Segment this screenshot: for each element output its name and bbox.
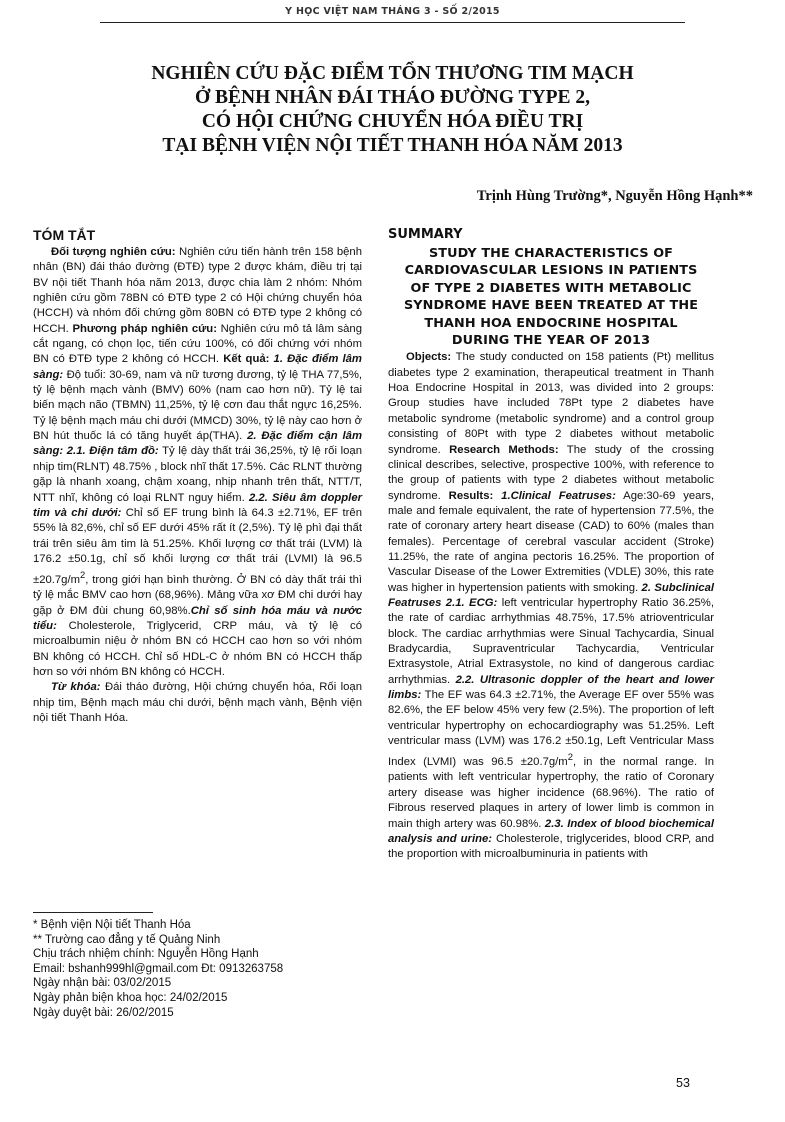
text-keywords: Đái tháo đường, Hội chứng chuyển hóa, Rối loạn nhịp tim, Bệnh mạch máu chi dưới, bệnh mạch vành, Bệnh viện nội tiết Thanh Hóa.	[33, 681, 362, 725]
footnote-line: Ngày duyệt bài: 26/02/2015	[33, 1006, 174, 1019]
text-subjects: Nghiên cứu tiến hành trên 158 bệnh nhân (BN) đái tháo đường (ĐTĐ) type 2 được khám, điều trị tại BV nội tiết Thanh hóa năm 2013, được chia làm 2 nhóm: Nhóm nghiên cứu gồm 78BN có ĐTĐ type 2 có Hội chứng chuyển hóa (HCCH) và nhóm đối chứng gồm 80BN có ĐTĐ type 2 không có HCCH.	[33, 246, 362, 335]
label-doppler-en: 2.2. Ultrasonic doppler of the heart and lower limbs:	[388, 673, 714, 701]
label-biochem-en: 2.3. Index of blood biochemical analysis and urine:	[388, 817, 714, 845]
footnote-divider	[33, 912, 153, 913]
title-line: Ở BỆNH NHÂN ĐÁI THÁO ĐƯỜNG TYPE 2,	[194, 87, 591, 108]
label-biochem: Chỉ số sinh hóa máu và nước tiểu:	[33, 604, 362, 633]
text-doppler-b: , trong giới hạn bình thường. Ở BN có dày thất trái thì tỷ lệ mắc BMV cao hơn (68,96%). Mảng vữa xơ ĐM chi dưới hay gặp ở ĐM đùi chung 60,98%.	[33, 573, 362, 617]
text-doppler-en-a: The EF was 64.3 ±2.71%, the Average EF over 55% was 82.6%, the EF below 45% very few (2.5%). The proportion of left ventricular hypertrophy on echocardiography was 51.25%. Left ventricular mass (LVM) was 176.2 ±50.1g, Left Ventricular Mass Index (LVMI) was 96.5 ±20.7g/m	[388, 689, 714, 769]
footnotes	[33, 918, 363, 1020]
text-research-methods: The study of the crossing clinical describes, selective, prospective 100%, with reference to the group of patients with type 2 diabetes without metabolic syndrome.	[388, 443, 714, 502]
english-title-line: DURING THE YEAR OF 2013	[451, 333, 651, 349]
abstract-vi-heading: TÓM TẮT	[33, 227, 96, 243]
label-results: Kết quả:	[223, 353, 270, 366]
article-title	[70, 62, 715, 158]
summary-heading: SUMMARY	[388, 227, 463, 242]
abstract-vi-paragraph	[33, 245, 362, 680]
text-clinical: Độ tuổi: 30-69, nam và nữ tương đương, tỷ lệ THA 77,5%, tỷ lệ bệnh mạch vành (BMV) 60% (nam cao hơn nữ). Tỷ lệ tai biến mạch não (TBMN) 11,25%, tỷ lệ cơn đau thắt ngực 16,25%. Tỷ lệ bệnh mạch máu chi dưới (MMCD) 30%, tỷ lệ này cao hơn ở BN hút thuốc lá có tăng huyết áp(THA).	[33, 368, 362, 443]
header-divider	[100, 22, 685, 23]
label-keywords: Từ khóa:	[51, 681, 101, 694]
title-line: TẠI BỆNH VIỆN NỘI TIẾT THANH HÓA NĂM 2013	[162, 135, 623, 156]
abstract-en-paragraph	[388, 350, 714, 862]
label-clinical: 1. Đặc điểm lâm sàng:	[33, 353, 362, 381]
label-objects: Objects:	[406, 351, 452, 364]
keywords-paragraph	[33, 680, 362, 726]
label-subjects: Đối tượng nghiên cứu:	[51, 246, 176, 258]
text-doppler-a: Chỉ số EF trung bình là 64.3 ±2.71%, EF trên 55% là 82,6%, chỉ số EF dưới 45% rất ít (2,5%). Tỷ lệ phì đại thất trái trên siêu âm tim là 51.25%. Khối lượng cơ thất trái (LVM) là 176.2 ±50.1g, chỉ số khối lượng cơ thất trái (LVMI) là 96.5 ±20.7g/m	[33, 506, 363, 586]
footnote-line: Ngày phản biện khoa học: 24/02/2015	[33, 991, 228, 1004]
text-biochem: Cholesterole, Triglycerid, CRP máu, và tỷ lệ có microalbumin niệu ở nhóm BN có HCCH cao hơn so với nhóm BN không có HCCH. Chỉ số HDL-C ở nhóm BN có HCCH thấp hơn so với nhóm BN không có HCCH.	[33, 620, 362, 679]
label-ecg-en: 2. Subclinical Featruses 2.1. ECG:	[388, 581, 714, 609]
abstract-en-column	[388, 226, 714, 863]
title-line: NGHIÊN CỨU ĐẶC ĐIỂM TỔN THƯƠNG TIM MẠCH	[151, 63, 634, 84]
superscript: 2	[80, 569, 86, 581]
title-line: CÓ HỘI CHỨNG CHUYỂN HÓA ĐIỀU TRỊ	[201, 111, 584, 132]
label-ecg: 2. Đặc điểm cận lâm sàng: 2.1. Điện tâm đồ:	[33, 430, 363, 458]
text-ecg: Tỷ lệ dày thất trái 36,25%, tỷ lệ rối loạn nhịp tim(RLNT) 48.75% , block nhĩ thất 17.5%. Các RLNT thường gặp là nhanh xoang, chậm xoang, nhịp nhanh trên thất, NTT/T, NTT nhĩ, không có loại RLNT nguy hiểm.	[33, 445, 362, 504]
abstract-vi-column	[33, 226, 362, 726]
label-methods: Phương pháp nghiên cứu:	[72, 322, 217, 335]
label-research-methods: Research Methods:	[449, 443, 559, 456]
english-title-line: THANH HOA ENDOCRINE HOSPITAL	[424, 315, 678, 331]
label-results-en: Results:	[448, 489, 494, 502]
text-clinical-en: Age:30-69 years, male and female equivalent, the rate of hypertension 77.5%, the rate of coronary artery heart disease (CAD) to 60% (males than females). Percentage of cerebral vascular accident (Stroke) 11.25%, the rate of angina pectoris 16.25%. The proportion of Vascular Disease of the Lower Extremities (VDLE) 30%, this rate was higher in hypertension patients with smoking.	[388, 489, 714, 594]
english-title-line: STUDY THE CHARACTERISTICS OF	[428, 246, 674, 261]
page-number: 53	[676, 1076, 690, 1090]
english-title-line: SYNDROME HAVE BEEN TREATED AT THE	[403, 298, 699, 314]
english-title	[388, 245, 714, 349]
footnote-line: * Bệnh viện Nội tiết Thanh Hóa	[33, 919, 191, 931]
english-title-line: OF TYPE 2 DIABETES WITH METABOLIC	[410, 280, 692, 296]
footnote-line: Chịu trách nhiệm chính: Nguyễn Hồng Hạnh	[33, 948, 259, 961]
label-doppler: 2.2. Siêu âm doppler tim và chi dưới:	[33, 491, 362, 519]
footnote-line: Ngày nhận bài: 03/02/2015	[33, 977, 172, 990]
footnote-line: Email: bshanh999hl@gmail.com Đt: 0913263758	[33, 962, 284, 975]
journal-header: Y HỌC VIỆT NAM THÁNG 3 - SỐ 2/2015	[285, 6, 500, 17]
authors: Trịnh Hùng Trường*, Nguyễn Hồng Hạnh**	[476, 188, 753, 204]
superscript: 2	[567, 751, 573, 763]
label-clinical-en: 1.Clinical Featruses:	[493, 489, 616, 502]
text-biochem-en: Cholesterole, triglycerides, blood CRP, and the proportion with microalbuminuria in patients with	[388, 832, 714, 861]
footnote-line: ** Trường cao đẳng y tế Quảng Ninh	[33, 933, 221, 946]
text-objects: The study conducted on 158 patients (Pt) mellitus diabetes type 2 examination, therapeutical treatment in Thanh Hoa Endocrine Hospital in 2013, was divided into 2 groups: Group studies have included 78Pt type 2 diabetes have metabolic syndrome (metabolic syndrome) and a control group consisting of 80Pt with type 2 diabetes without metabolic syndrome.	[388, 351, 714, 456]
english-title-line: CARDIOVASCULAR LESIONS IN PATIENTS	[404, 263, 698, 279]
text-ecg-en: left ventricular hypertrophy Ratio 36.25%, the rate of cardiac arrhythmias 48.75%, 17.5% atrioventricular block. The cardiac arrhythmias were Sinual Tachycardia, Sinual Bradycardia, Supraventricular Tachycardia, Ventricular Extrasystole, Atrial Extrasystole, no kind of dangerous cardiac arrhythmias.	[388, 596, 714, 686]
text-doppler-en-b: , in the normal range. In patients with left ventricular hypertrophy, the ratio of Coronary artery disease was higher incidence (68.96%). The ratio of Fibrous reserved plaques in artery of lower limb is common in main thigh artery was 60.98%.	[388, 756, 715, 830]
text-methods: Nghiên cứu mô tả lâm sàng cắt ngang, có chọn lọc, tiến cứu 100%, có đối chứng với nhóm BN có ĐTĐ type 2 không có HCCH.	[33, 322, 362, 366]
